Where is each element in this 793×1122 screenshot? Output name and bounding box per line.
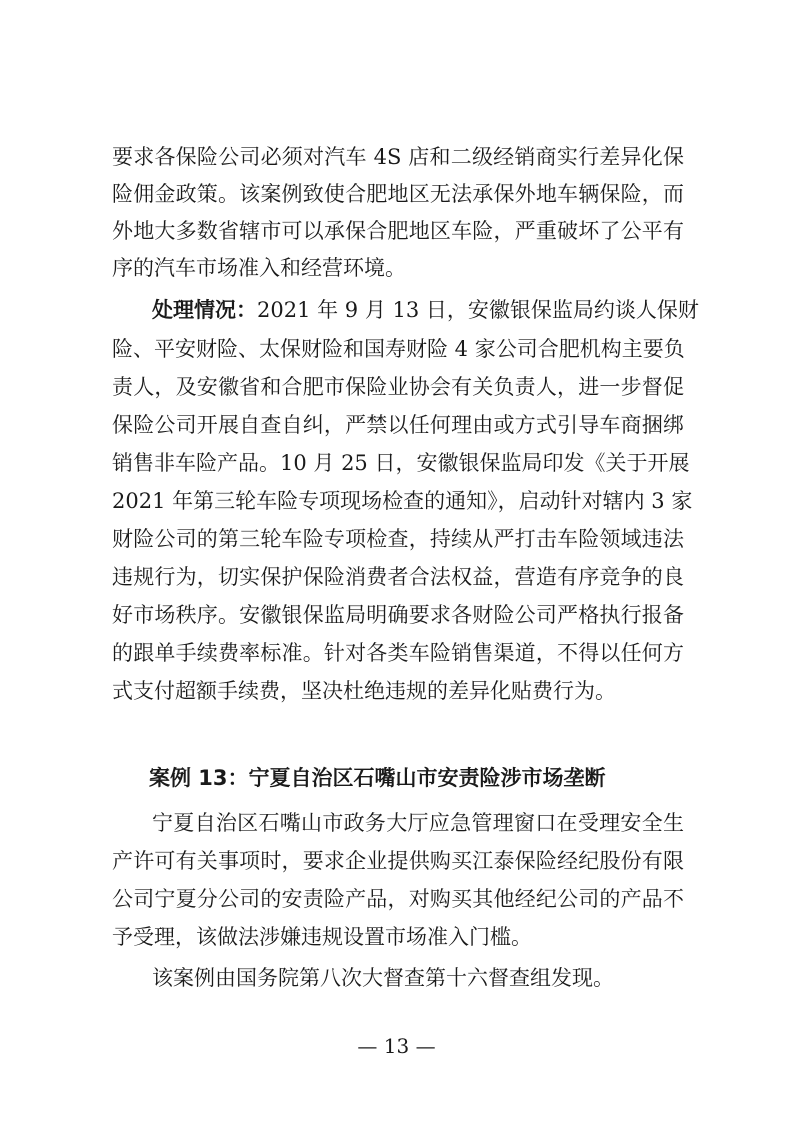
paragraph-line: 序的汽车市场准入和经营环境。 xyxy=(112,256,406,280)
paragraph-line: 责人，及安徽省和合肥市保险业协会有关负责人，进一步督促 xyxy=(112,375,684,399)
source-line: 该案例由国务院第八次大督查第十六督查组发现。 xyxy=(152,966,614,990)
paragraph-line: 违规行为，切实保护保险消费者合法权益，营造有序竞争的良 xyxy=(112,565,684,589)
paragraph-line: 予受理，该做法涉嫌违规设置市场准入门槛。 xyxy=(112,925,532,949)
handling-label: 处理情况： xyxy=(152,297,257,322)
paragraph-line: 产许可有关事项时，要求企业提供购买江泰保险经纪股份有限 xyxy=(112,849,684,873)
paragraph-line: 式支付超额手续费，坚决杜绝违规的差异化贴费行为。 xyxy=(112,679,616,703)
paragraph-line: 保险公司开展自查自纠，严禁以任何理由或方式引导车商捆绑 xyxy=(112,413,684,437)
paragraph-line: 2021 年第三轮车险专项现场检查的通知》，启动针对辖内 3 家 xyxy=(112,489,693,513)
paragraph-line: 险佣金政策。该案例致使合肥地区无法承保外地车辆保险，而 xyxy=(112,182,684,206)
paragraph-line: 险、平安财险、太保财险和国寿财险 4 家公司合肥机构主要负 xyxy=(112,337,685,361)
paragraph-line: 的跟单手续费率标准。针对各类车险销售渠道，不得以任何方 xyxy=(112,641,684,665)
page-number: — 13 — xyxy=(357,1034,436,1058)
paragraph-line: 要求各保险公司必须对汽车 4S 店和二级经销商实行差异化保 xyxy=(112,145,684,169)
paragraph-first-line xyxy=(152,297,699,322)
paragraph-line: 公司宁夏分公司的安责险产品，对购买其他经纪公司的产品不 xyxy=(112,887,684,911)
paragraph-line: 财险公司的第三轮车险专项检查，持续从严打击车险领域违法 xyxy=(112,527,684,551)
case-heading: 案例 13：宁夏自治区石嘴山市安责险涉市场垄断 xyxy=(149,766,606,790)
paragraph-line: 外地大多数省辖市可以承保合肥地区车险，严重破坏了公平有 xyxy=(112,219,684,243)
handling-text: 2021 年 9 月 13 日，安徽银保监局约谈人保财 xyxy=(257,298,699,322)
paragraph-line: 好市场秩序。安徽银保监局明确要求各财险公司严格执行报备 xyxy=(112,603,684,627)
paragraph-first-line: 宁夏自治区石嘴山市政务大厅应急管理窗口在受理安全生 xyxy=(152,811,684,835)
paragraph-line: 销售非车险产品。10 月 25 日，安徽银保监局印发《关于开展 xyxy=(112,451,690,475)
